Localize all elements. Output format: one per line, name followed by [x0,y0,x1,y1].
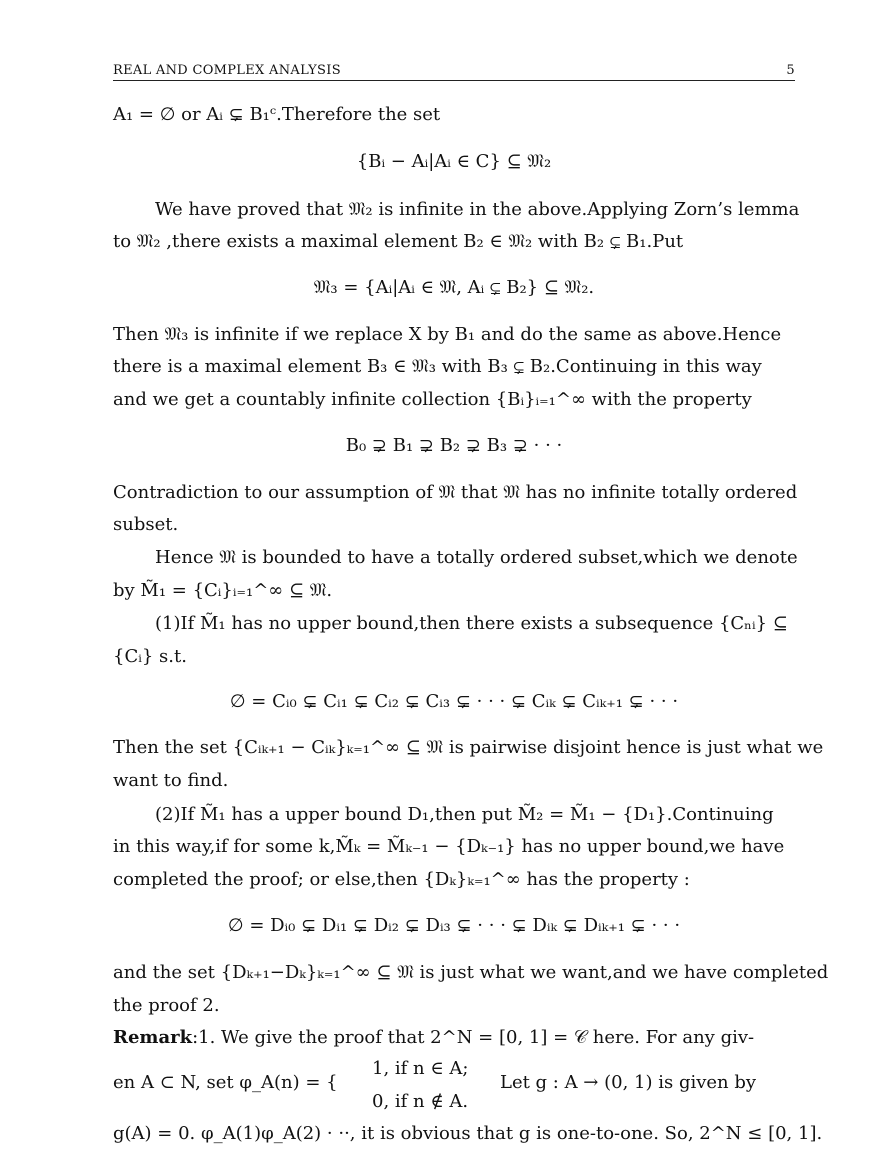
text-line: there is a maximal element B₃ ∈ 𝔐₃ with B₃ ⊊ B₂.Continuing in this way [113,356,762,377]
text-line: (1)If M̃₁ has no upper bound,then there exists a subsequence {Cₙᵢ} ⊆ [155,613,788,634]
text-line: We have proved that 𝔐₂ is infinite in the above.Applying Zorn’s lemma [155,199,800,220]
text-line: subset. [113,514,179,535]
text-line: (2)If M̃₁ has a upper bound D₁,then put M̃₂ = M̃₁ − {D₁}.Continuing [155,804,774,825]
text-line: Then 𝔐₃ is infinite if we replace X by B₁ and do the same as above.Hence [113,324,782,345]
text-line: Then the set {Cᵢₖ₊₁ − Cᵢₖ}ₖ₌₁^∞ ⊆ 𝔐 is pairwise disjoint hence is just what we [113,737,824,758]
text-line: Contradiction to our assumption of 𝔐 that 𝔐 has no infinite totally ordered [113,482,798,503]
text-line: Hence 𝔐 is bounded to have a totally ordered subset,which we denote [155,547,798,568]
text-line: {Cᵢ} s.t. [113,646,187,667]
display-equation: 𝔐₃ = {Aᵢ|Aᵢ ∈ 𝔐, Aᵢ ⊊ B₂} ⊆ 𝔐₂. [313,277,595,298]
remark-label: Remark [113,1027,193,1048]
text-line: g(A) = 0. φ_A(1)φ_A(2) · ··, it is obvious that g is one-to-one. So, 2^N ≤ [0, 1]. [113,1123,823,1144]
remark-text: :1. We give the proof that 2^N = [0, 1] = 𝒞 here. For any giv- [192,1027,755,1048]
case-line: 0, if n ∉ A. [372,1091,469,1112]
case-line: 1, if n ∈ A; [372,1058,469,1079]
remark-line [113,1027,754,1049]
text-line: in this way,if for some k,M̃ₖ = M̃ₖ₋₁ − {Dₖ₋₁} has no upper bound,we have [113,836,785,857]
display-equation: ∅ = Dᵢ₀ ⊊ Dᵢ₁ ⊊ Dᵢ₂ ⊊ Dᵢ₃ ⊊ · · · ⊊ Dᵢₖ ⊊ Dᵢₖ₊₁ ⊊ · · · [227,915,681,936]
display-equation: ∅ = Cᵢ₀ ⊊ Cᵢ₁ ⊊ Cᵢ₂ ⊊ Cᵢ₃ ⊊ · · · ⊊ Cᵢₖ ⊊ Cᵢₖ₊₁ ⊊ · · · [229,691,679,712]
page-number: 5 [786,63,795,78]
text-line: to 𝔐₂ ,there exists a maximal element B₂ ∈ 𝔐₂ with B₂ ⊊ B₁.Put [113,231,684,252]
text-line: en A ⊂ N, set φ_A(n) = { [113,1072,338,1093]
text-line: and the set {Dₖ₊₁−Dₖ}ₖ₌₁^∞ ⊆ 𝔐 is just what we want,and we have completed [113,962,829,983]
text-line: the proof 2. [113,995,220,1016]
text-line: completed the proof; or else,then {Dₖ}ₖ₌₁^∞ has the property : [113,869,690,890]
header-title: REAL AND COMPLEX ANALYSIS [113,63,341,78]
display-equation: B₀ ⊋ B₁ ⊋ B₂ ⊋ B₃ ⊋ · · · [345,435,563,456]
display-equation: {Bᵢ − Aᵢ|Aᵢ ∈ C} ⊆ 𝔐₂ [356,151,552,172]
running-header [113,62,795,81]
text-line: Let g : A → (0, 1) is given by [500,1072,757,1093]
text-line: want to find. [113,770,229,791]
text-line: by M̃₁ = {Cᵢ}ᵢ₌₁^∞ ⊆ 𝔐. [113,580,333,601]
text-line: and we get a countably infinite collection {Bᵢ}ᵢ₌₁^∞ with the property [113,389,752,410]
text-line: A₁ = ∅ or Aᵢ ⊊ B₁ᶜ.Therefore the set [113,104,441,125]
